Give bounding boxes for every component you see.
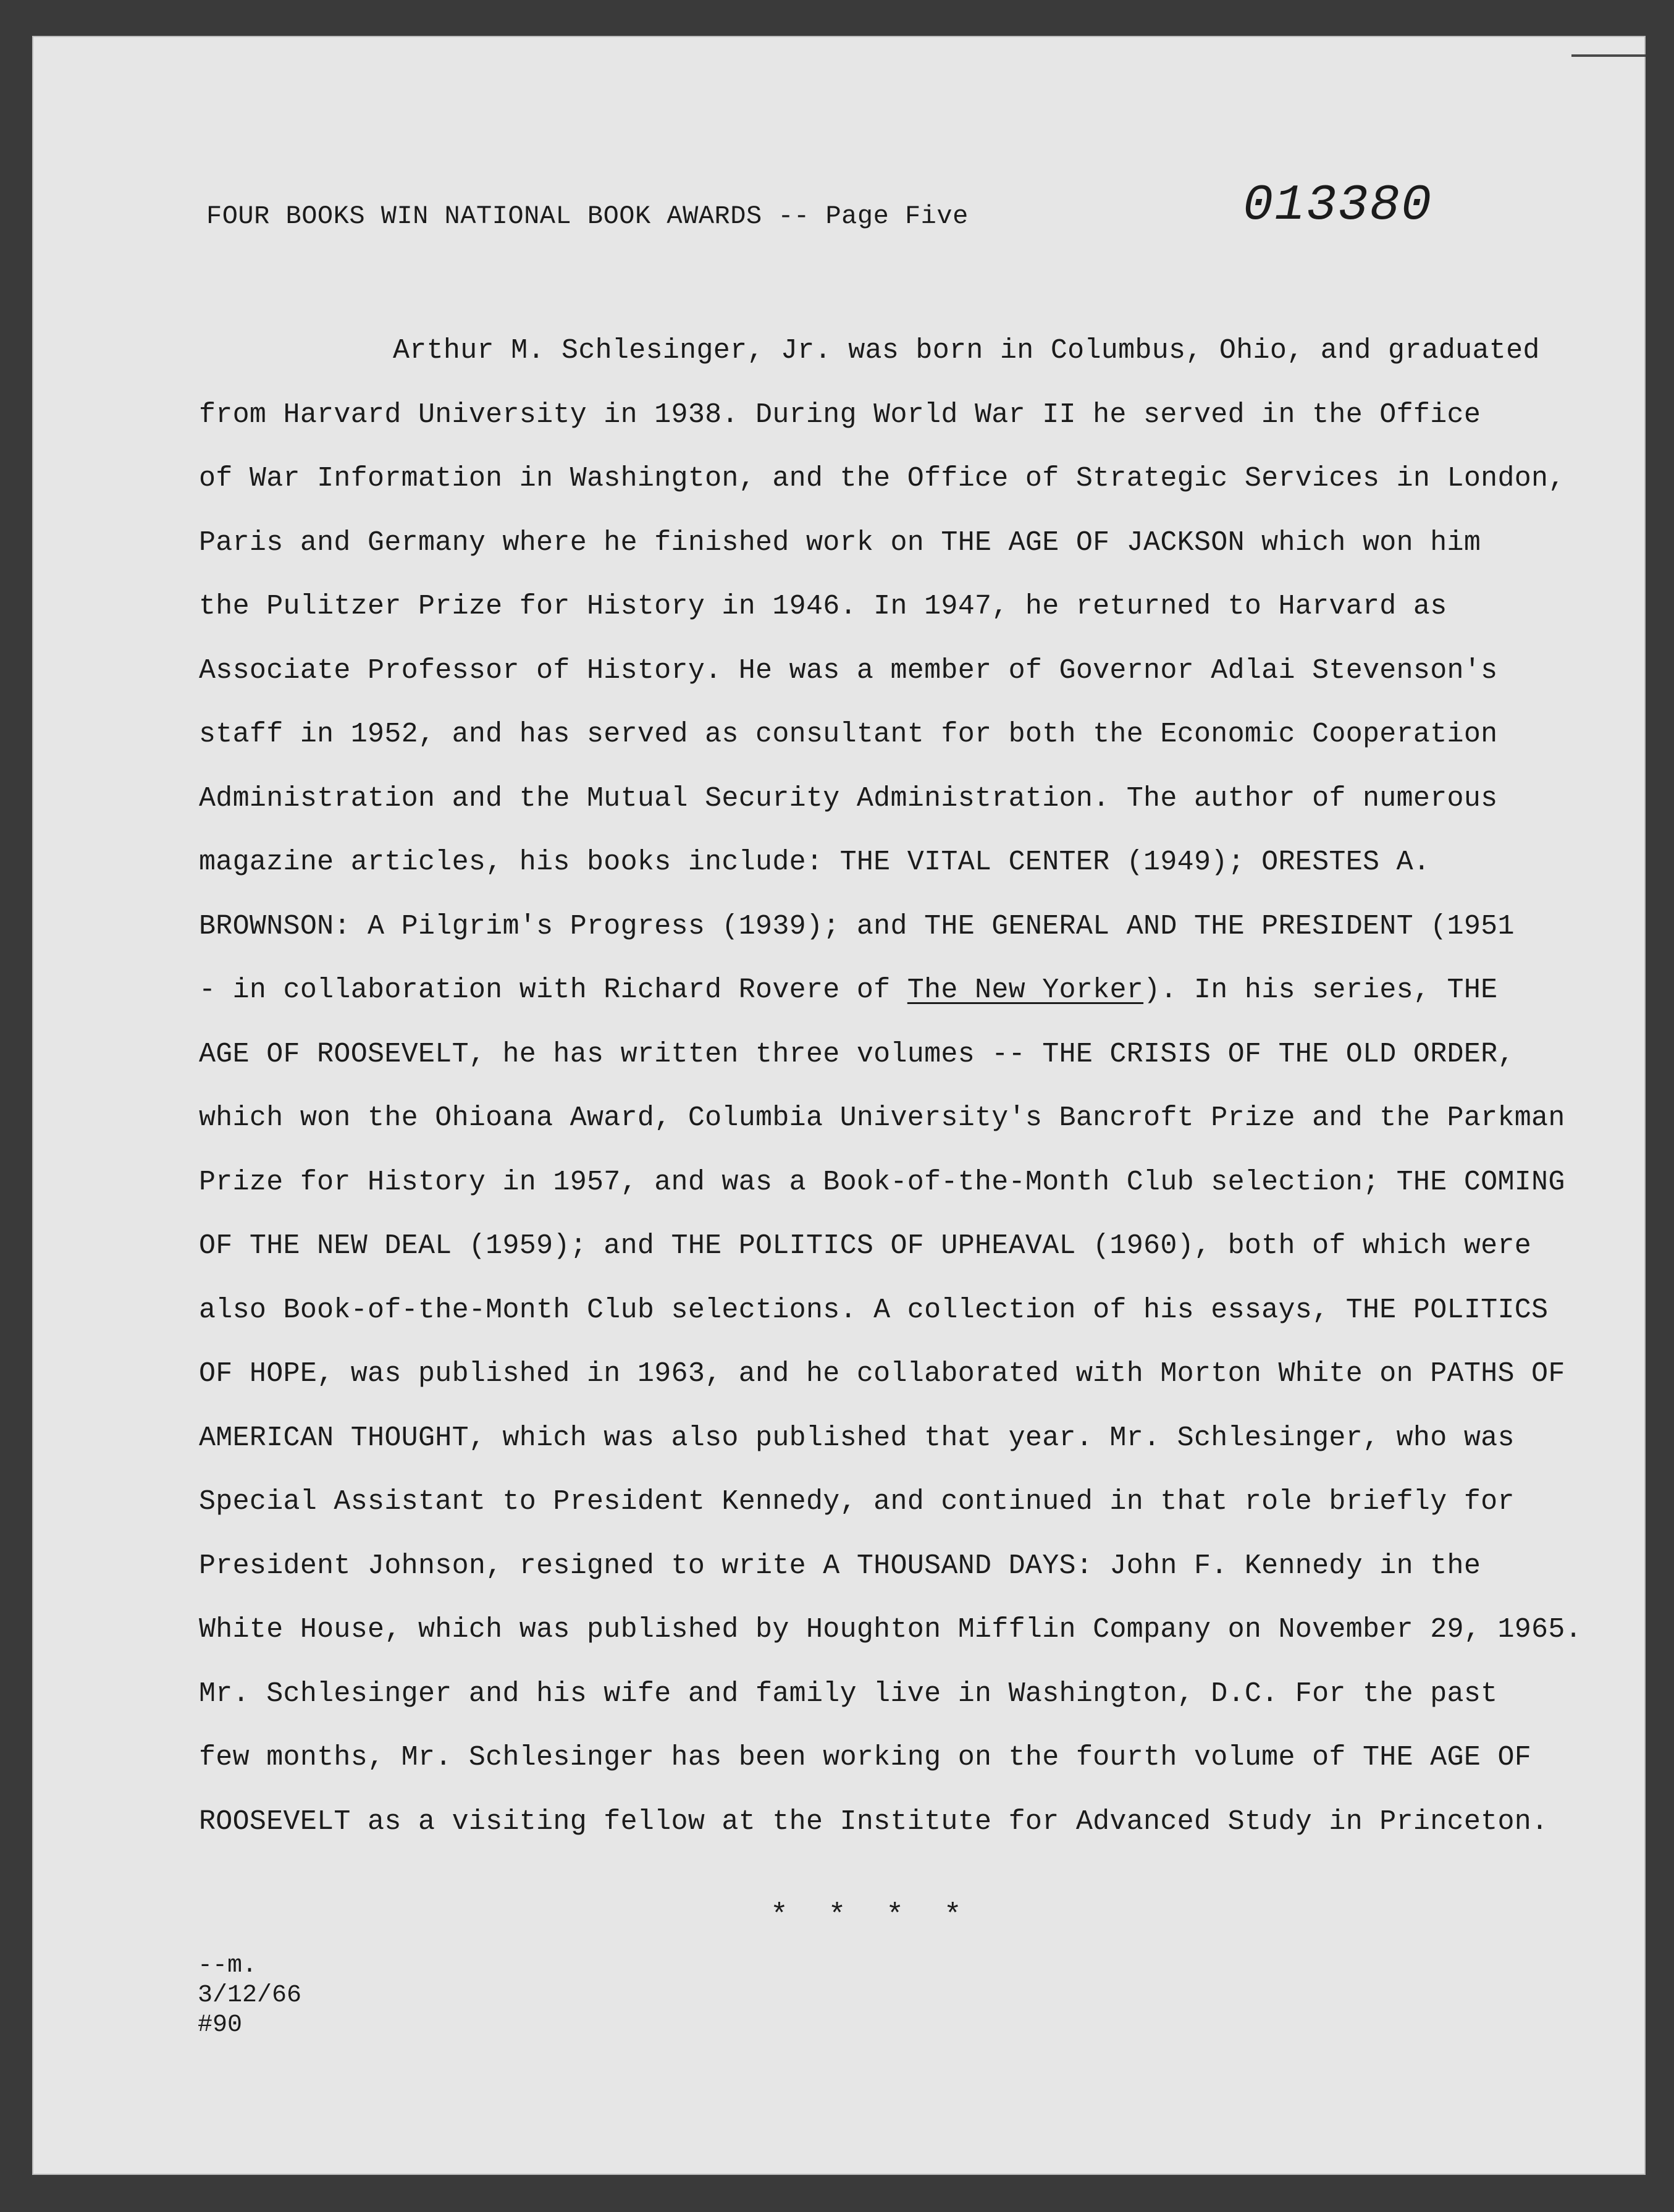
body-line: of War Information in Washington, and the Office of Strategic Services in London,: [199, 463, 1565, 494]
body-line: Mr. Schlesinger and his wife and family live in Washington, D.C. For the past: [199, 1678, 1498, 1710]
body-line: Arthur M. Schlesinger, Jr. was born in Columbus, Ohio, and graduated: [393, 335, 1540, 366]
footer-number: #90: [198, 2011, 243, 2039]
body-line: AGE OF ROOSEVELT, he has written three volumes -- THE CRISIS OF THE OLD ORDER,: [199, 1038, 1515, 1070]
footer-date: 3/12/66: [198, 1982, 302, 2009]
body-line: few months, Mr. Schlesinger has been working on the fourth volume of THE AGE OF: [199, 1742, 1532, 1773]
body-line: AMERICAN THOUGHT, which was also published that year. Mr. Schlesinger, who was: [199, 1422, 1515, 1454]
page-header: FOUR BOOKS WIN NATIONAL BOOK AWARDS -- Page Five: [206, 201, 969, 231]
footer-initials: --m.: [198, 1952, 258, 1980]
body-line: ROOSEVELT as a visiting fellow at the Institute for Advanced Study in Princeton.: [199, 1805, 1549, 1838]
body-line: Associate Professor of History. He was a member of Governor Adlai Stevenson's: [199, 654, 1498, 686]
body-line: White House, which was published by Houghton Mifflin Company on November 29, 1965.: [199, 1614, 1582, 1645]
body-line: also Book-of-the-Month Club selections. A collection of his essays, THE POLITICS: [199, 1294, 1549, 1326]
body-line: Special Assistant to President Kennedy, and continued in that role briefly for: [199, 1486, 1515, 1518]
body-line: OF THE NEW DEAL (1959); and THE POLITICS OF UPHEAVAL (1960), both of which were: [199, 1230, 1532, 1262]
corner-mark: [1571, 54, 1646, 57]
body-line: from Harvard University in 1938. During World War II he served in the Office: [199, 399, 1481, 431]
body-line-part: ). In his series, THE: [1143, 974, 1498, 1006]
body-line: Prize for History in 1957, and was a Book-of-the-Month Club selection; THE COMING: [199, 1166, 1565, 1198]
footer-block: [198, 1951, 301, 2040]
body-line: OF HOPE, was published in 1963, and he collaborated with Morton White on PATHS OF: [199, 1358, 1565, 1390]
body-line: Paris and Germany where he finished work on THE AGE OF JACKSON which won him: [199, 526, 1481, 559]
body-line: Administration and the Mutual Security Administration. The author of numerous: [199, 782, 1498, 814]
body-line: the Pulitzer Prize for History in 1946. In 1947, he returned to Harvard as: [199, 591, 1447, 622]
body-line-part: - in collaboration with Richard Rovere of: [199, 974, 907, 1006]
body-line: BROWNSON: A Pilgrim's Progress (1939); and THE GENERAL AND THE PRESIDENT (1951: [199, 910, 1515, 942]
body-line: magazine articles, his books include: THE VITAL CENTER (1949); ORESTES A.: [199, 846, 1431, 878]
body-line: which won the Ohioana Award, Columbia University's Bancroft Prize and the Parkman: [199, 1102, 1565, 1134]
stamp-number: 013380: [1243, 177, 1433, 234]
body-line: President Johnson, resigned to write A THOUSAND DAYS: John F. Kennedy in the: [199, 1550, 1481, 1582]
publication-title: The New Yorker: [907, 974, 1144, 1006]
document-page: [32, 36, 1646, 2175]
body-line: [199, 958, 1533, 1023]
body-line: staff in 1952, and has served as consultant for both the Economic Cooperation: [199, 719, 1498, 750]
body-text: [199, 319, 1582, 1854]
section-separator: * * * *: [770, 1899, 973, 1933]
